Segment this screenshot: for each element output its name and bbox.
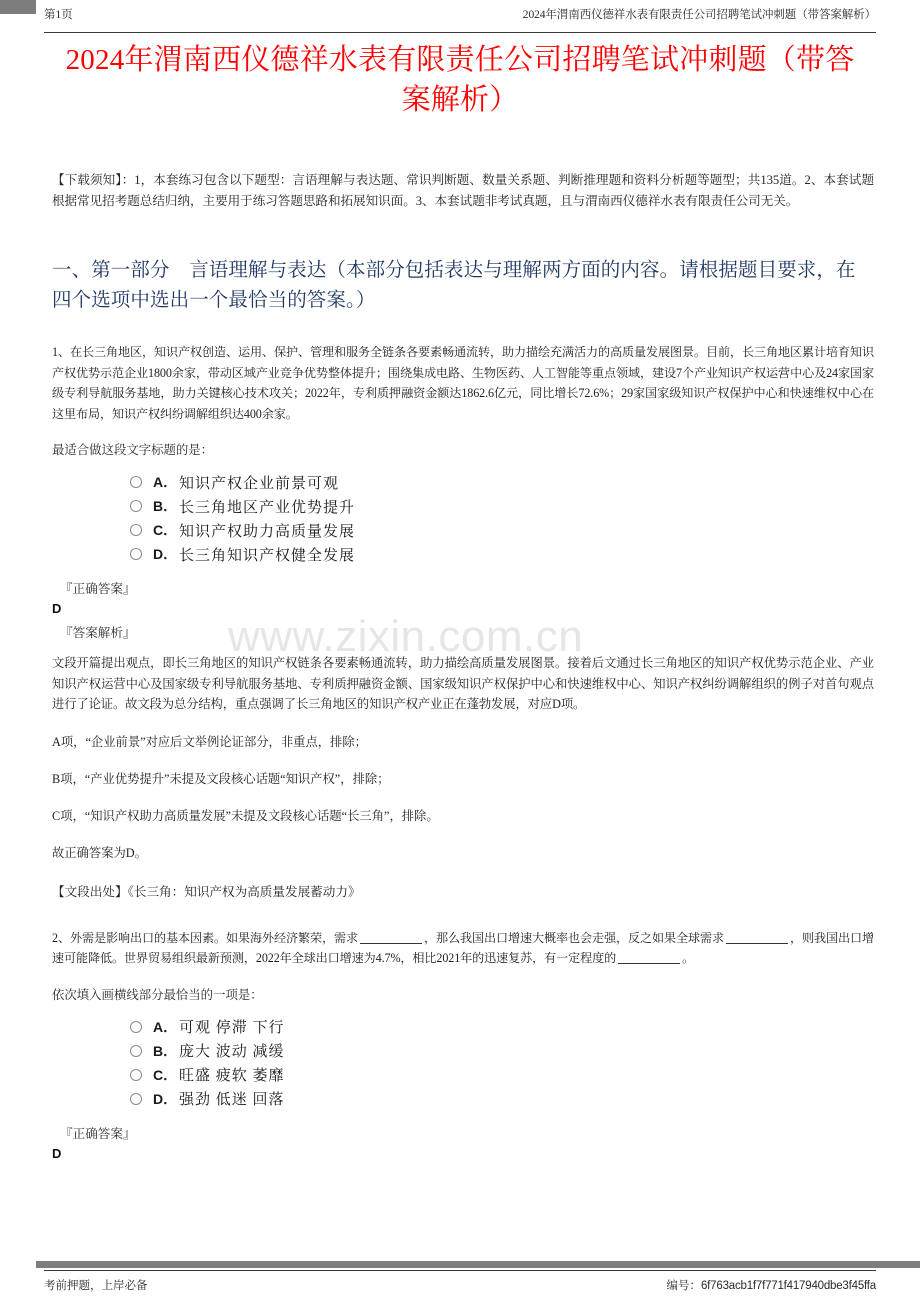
question-2 (52, 928, 874, 1163)
radio-icon[interactable] (130, 1069, 142, 1081)
option-a[interactable] (130, 1015, 874, 1039)
radio-icon[interactable] (130, 500, 142, 512)
question-1-options (52, 470, 874, 566)
radio-icon[interactable] (130, 476, 142, 488)
option-letter: D． (153, 546, 178, 562)
option-text: 知识产权助力高质量发展 (179, 523, 356, 540)
document-body (52, 170, 874, 1163)
option-letter: B． (153, 1042, 178, 1059)
option-text: 可观 停滞 下行 (179, 1020, 285, 1036)
option-d[interactable] (130, 542, 874, 566)
analysis-label: 『答案解析』 (60, 626, 136, 640)
correct-answer-value: D (52, 601, 62, 616)
option-d[interactable] (130, 1087, 874, 1111)
download-notice: 【下载须知】：1，本套练习包含以下题型：言语理解与表达题、常识判断题、数量关系题、判断推理题和资料分析题等题型；共135道。2、本套试题根据常见招考题总结归纳，主要用于练习答题思路和拓展知识面。3、本套试题非考试真题，且与渭南西仪德祥水表有限责任公司无关。 (52, 173, 874, 208)
footer-id (666, 1277, 876, 1293)
question-2-stem-part3: ，则我国出口增速可能降低。世界贸易组织最新预测，2022年全球出口增速为4.7%，相比2021年的迅速复苏，有一定程度的 (52, 930, 874, 965)
option-text: 长三角知识产权健全发展 (179, 547, 356, 564)
option-letter: A． (153, 474, 178, 490)
question-2-stem-part1: 2、外需是影响出口的基本因素。如果海外经济繁荣，需求 (52, 930, 358, 945)
analysis-item-c: C项，“知识产权助力高质量发展”未提及文段核心话题“长三角”，排除。 (52, 808, 439, 823)
question-2-stem-part2: ，那么我国出口增速大概率也会走强，反之如果全球需求 (423, 930, 724, 945)
question-2-stem-part4: 。 (682, 951, 695, 965)
section-heading: 一、第一部分 言语理解与表达（本部分包括表达与理解两方面的内容。请根据题目要求，在四个选项中选出一个最恰当的答案。） (52, 260, 856, 311)
question-2-options (52, 1015, 874, 1111)
question-1-prompt: 最适合做这段文字标题的是： (52, 443, 214, 457)
question-1-stem: 1、在长三角地区，知识产权创造、运用、保护、管理和服务全链条各要素畅通流转，助力描绘充满活力的高质量发展图景。目前，长三角地区累计培育知识产权优势示范企业1800余家，带动区域产业竞争优势整体提升；围绕集成电路、生物医药、人工智能等重点领域，建设7个产业知识产权运营中心及24家国家级专利导航服务基地，助力关键核心技术攻关；2022年，专利质押融资金额达1862.6亿元，同比增长72.6%；29家国家级知识产权保护中心和快速维权中心在这里布局，知识产权纠纷调解组织达400余家。 (52, 345, 874, 421)
fill-blank-2 (726, 943, 788, 944)
radio-icon[interactable] (130, 1045, 142, 1057)
fill-blank-3 (618, 963, 680, 964)
footer-slogan: 考前押题，上岸必备 (44, 1280, 148, 1292)
correct-answer-label: 『正确答案』 (60, 582, 136, 596)
option-letter: C． (153, 1066, 178, 1083)
source-citation: 【文段出处】《长三角：知识产权为高质量发展蓄动力》 (52, 884, 361, 899)
analysis-paragraph: 文段开篇提出观点，即长三角地区的知识产权链条各要素畅通流转，助力描绘高质量发展图景。接着后文通过长三角地区的知识产权优势示范企业、产业知识产权运营中心及国家级专利导航服务基地、专利质押融资金额、国家级知识产权保护中心和快速维权中心、知识产权纠纷调解组织的例子对首句观点进行了论证。故文段为总分结构，重点强调了长三角地区的知识产权产业正在蓬勃发展，对应D项。 (52, 656, 874, 711)
option-letter: B． (153, 498, 178, 514)
running-header (44, 8, 876, 33)
page-number-label: 第1页 (44, 9, 73, 21)
option-b[interactable] (130, 494, 874, 518)
fill-blank-1 (360, 943, 422, 944)
footer-id-label: 编号： (666, 1280, 701, 1292)
footer-gray-band (36, 1261, 920, 1268)
option-letter: A． (153, 1018, 178, 1035)
option-text: 旺盛 疲软 萎靡 (179, 1068, 285, 1084)
option-text: 强劲 低迷 回落 (179, 1092, 285, 1108)
correct-answer-label: 『正确答案』 (60, 1126, 136, 1141)
question-2-stem (52, 928, 874, 969)
option-b[interactable] (130, 1039, 874, 1063)
footer-id-value: 6f763acb1f7f771f417940dbe3f45ffa (700, 1280, 876, 1292)
radio-icon[interactable] (130, 548, 142, 560)
radio-icon[interactable] (130, 1093, 142, 1105)
question-2-prompt: 依次填入画横线部分最恰当的一项是： (52, 987, 263, 1002)
correct-answer-value: D (52, 1145, 62, 1161)
question-1 (52, 342, 874, 902)
option-letter: D． (153, 1090, 178, 1107)
option-c[interactable] (130, 518, 874, 542)
analysis-item-a: A项，“企业前景”对应后文举例论证部分，非重点，排除； (52, 734, 367, 749)
page-title: 2024年渭南西仪德祥水表有限责任公司招聘笔试冲刺题（带答案解析） (65, 44, 855, 116)
analysis-item-b: B项，“产业优势提升”未提及文段核心话题“知识产权”，排除； (52, 771, 390, 786)
analysis-conclusion: 故正确答案为D。 (52, 845, 147, 860)
radio-icon[interactable] (130, 1021, 142, 1033)
option-c[interactable] (130, 1063, 874, 1087)
option-a[interactable] (130, 470, 874, 494)
option-letter: C． (153, 522, 178, 538)
header-title: 2024年渭南西仪德祥水表有限责任公司招聘笔试冲刺题（带答案解析） (522, 9, 876, 21)
option-text: 知识产权企业前景可观 (179, 475, 340, 492)
option-text: 庞大 波动 减缓 (179, 1044, 285, 1060)
radio-icon[interactable] (130, 524, 142, 536)
option-text: 长三角地区产业优势提升 (179, 499, 356, 516)
site-watermark: www.zixin.com.cn (228, 612, 584, 661)
running-footer (44, 1270, 876, 1296)
top-gray-band (0, 0, 36, 14)
